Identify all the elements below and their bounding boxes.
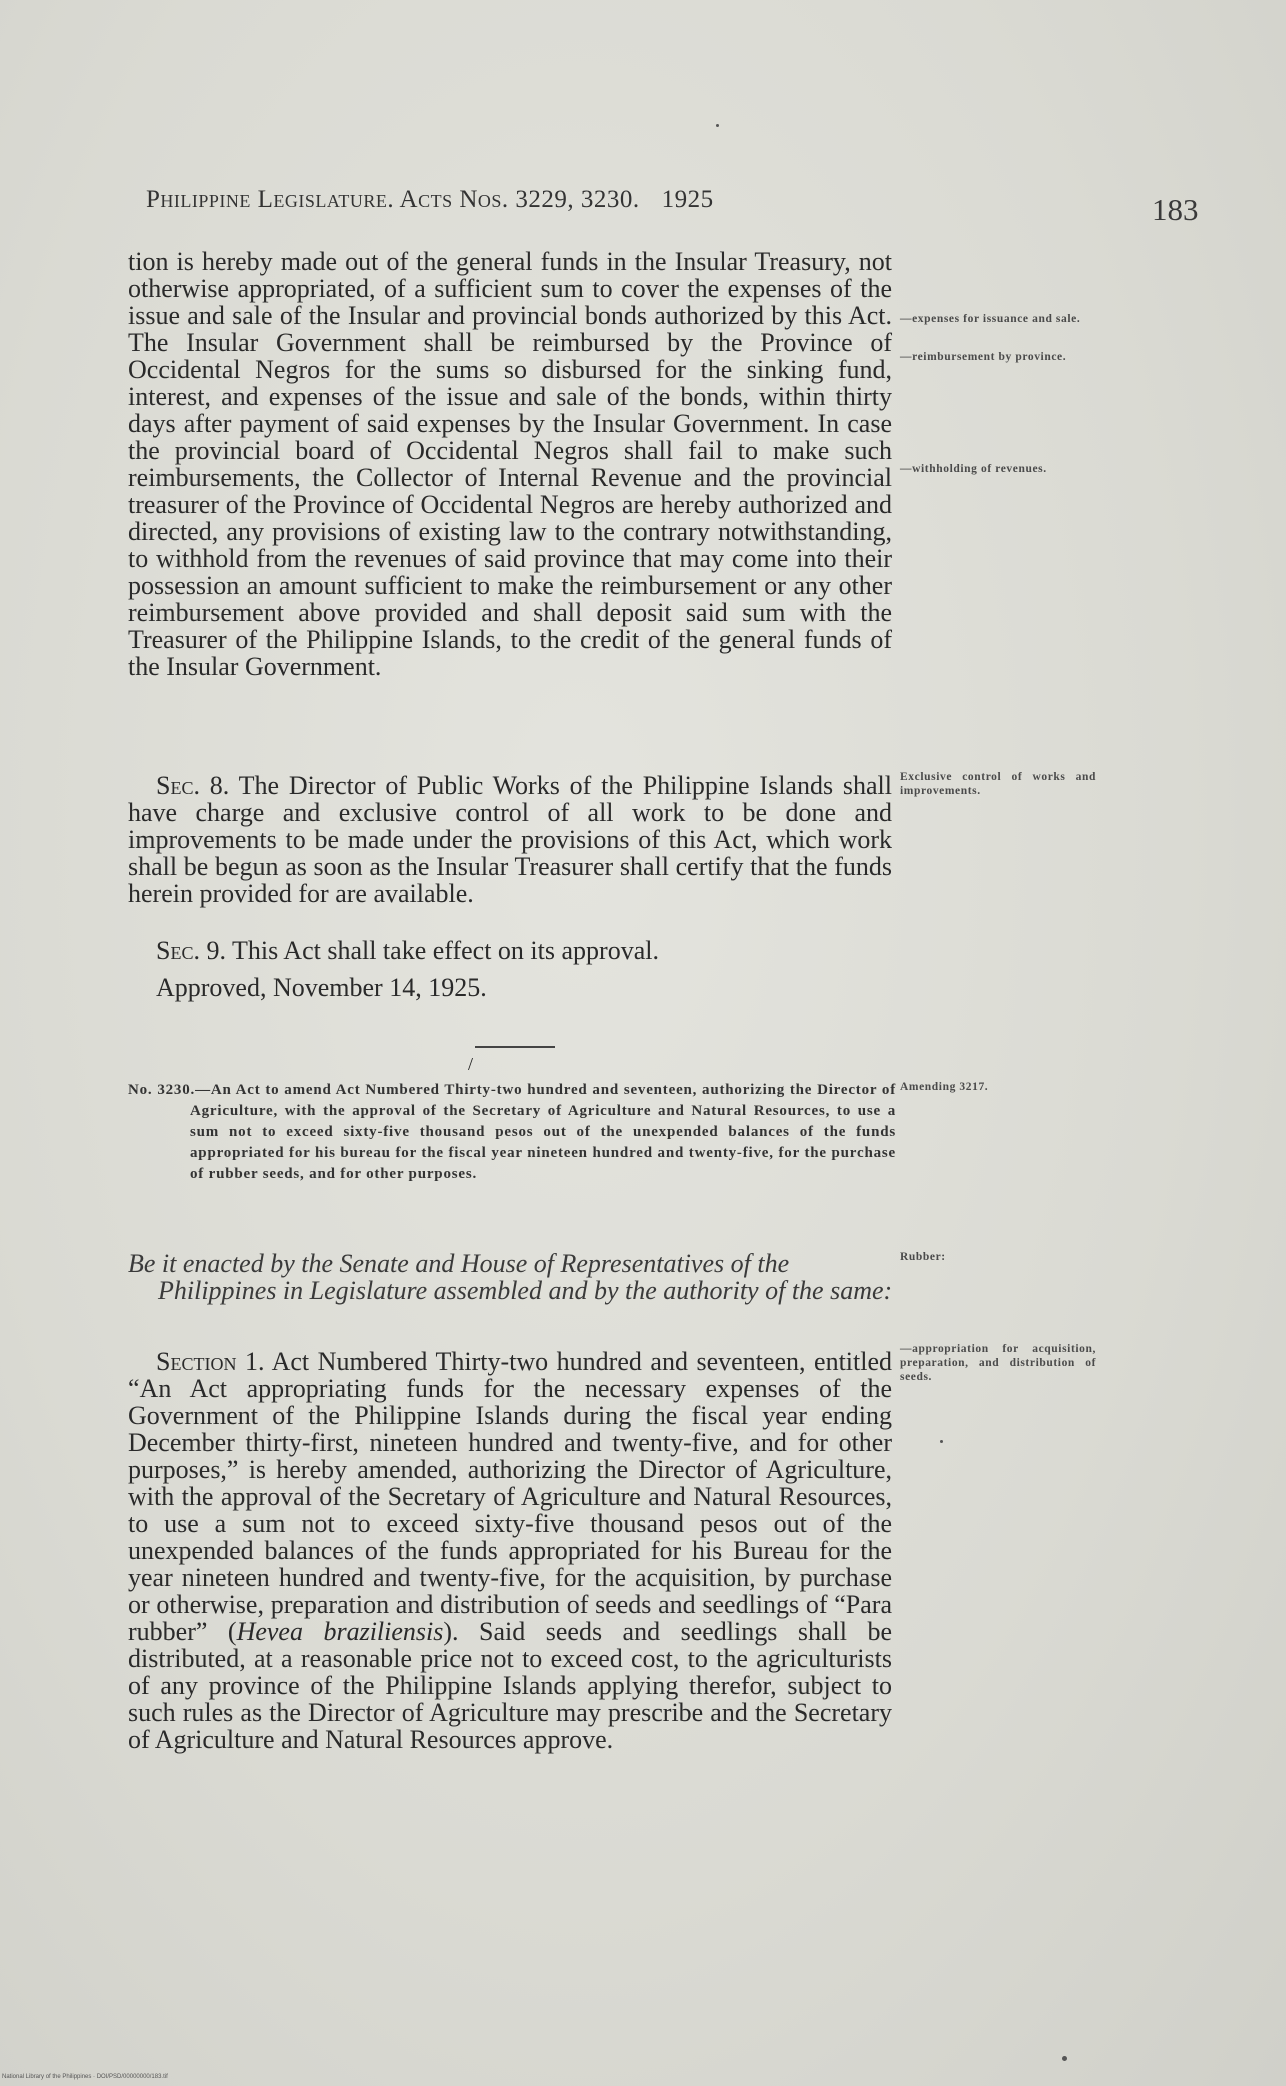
section-1-species: Hevea braziliensis [236,1617,444,1646]
header-year: 1925 [661,186,714,213]
margin-note-amending: Amending 3217. [900,1081,989,1093]
section-1-text-a: Act Numbered Thirty-two hundred and seventeen, entitled “An Act appropriating funds for the necessary expenses of the Government of the Philippine Islands during the fiscal year ending December thirty-first, nineteen hundred and twenty-five, and for other purposes,” is hereby amended, authorizing the Director of Agriculture, with the approval of the Secretary of Agriculture and Natural Resources, to use a sum not to exceed sixty-five thousand pesos out of the unexpended balances of the funds appropriated for his Bureau for the year nineteen hundred and twenty-five, for the acquisition, by purchase or otherwise, preparation and distribution of seeds and seedlings of “Para rubber” ( [128,1347,893,1646]
page-number: 183 [1152,192,1199,227]
section-8-label: Sec. 8. [156,771,230,800]
section-9-label: Sec. 9. [156,936,226,965]
running-title: Philippine Legislature. Acts Nos. 3229, 3230. [146,186,640,213]
running-header [146,186,896,214]
section-9-text: This Act shall take effect on its approval. [232,936,659,965]
section-1-text-b: ). Said seeds and seedlings shall be distributed, at a reasonable price not to exceed cost, to the agriculturists of any province of the Philippine Islands applying therefor, subject to such rules as the Director of Agriculture may prescribe and the Secretary of Agriculture and Natural Resources approve. [128,1617,892,1754]
enacting-clause: Be it enacted by the Senate and House of Representatives of the Philippines in Legislature assembled and by the authority of the same: [128,1249,893,1305]
section-8 [128,772,892,907]
scan-source-footer: National Library of the Philippines · DOI/PSD/00000000/183.tif [2,2074,168,2080]
section-9 [128,937,892,964]
margin-note-reimbursement: —reimbursement by province. [900,351,1067,363]
margin-note-withholding: —withholding of revenues. [900,463,1047,475]
margin-note-exclusive-control: Exclusive control of works and improvements. [900,771,1096,797]
section-divider [475,1046,555,1048]
margin-note-expenses: —expenses for issuance and sale. [900,313,1081,325]
section-1 [128,1348,892,1753]
paper-speck [716,124,719,127]
section-1-label: Section 1. [156,1347,265,1376]
act-title: No. 3230.—An Act to amend Act Numbered Thirty-two hundred and seventeen, authorizing the Director of Agriculture, with the approval of the Secretary of Agriculture and Natural Resources, to use a sum not to exceed sixty-five thousand pesos out of the unexpended balances of the funds appropriated for his bureau for the fiscal year nineteen hundred and twenty-five, for the purchase of rubber seeds, and for other purposes. [128,1082,896,1182]
section-8-text: The Director of Public Works of the Philippine Islands shall have charge and exclusive control of all work to be done and improvements to be made under the provisions of this Act, which work shall be begun as soon as the Insular Treasurer shall certify that the funds herein provided for are available. [128,771,892,908]
continued-paragraph: tion is hereby made out of the general funds in the Insular Treasury, not otherwise appropriated, of a sufficient sum to cover the expenses of the issue and sale of the Insular and provincial bonds authorized by this Act. The Insular Government shall be reimbursed by the Province of Occidental Negros for the sums so disbursed for the sinking fund, interest, and expenses of the issue and sale of the bonds, within thirty days after payment of said expenses by the Insular Government. In case the provincial board of Occidental Negros shall fail to make such reimbursements, the Collector of Internal Revenue and the provincial treasurer of the Province of Occidental Negros are hereby authorized and directed, any provisions of existing law to the contrary notwithstanding, to withhold from the revenues of said province that may come into their possession an amount sufficient to make the reimbursement or any other reimbursement above provided and shall deposit said sum with the Treasurer of the Philippine Islands, to the credit of the general funds of the Insular Government. [128,247,892,681]
margin-note-appropriation: —appropriation for acquisition, preparation, and distribution of seeds. [900,1343,1096,1383]
pen-mark: / [468,1054,474,1074]
approval-line: Approved, November 14, 1925. [156,973,487,1002]
paper-speck [1062,2056,1067,2061]
margin-note-rubber: Rubber: [900,1251,946,1263]
paper-speck [940,1440,943,1443]
